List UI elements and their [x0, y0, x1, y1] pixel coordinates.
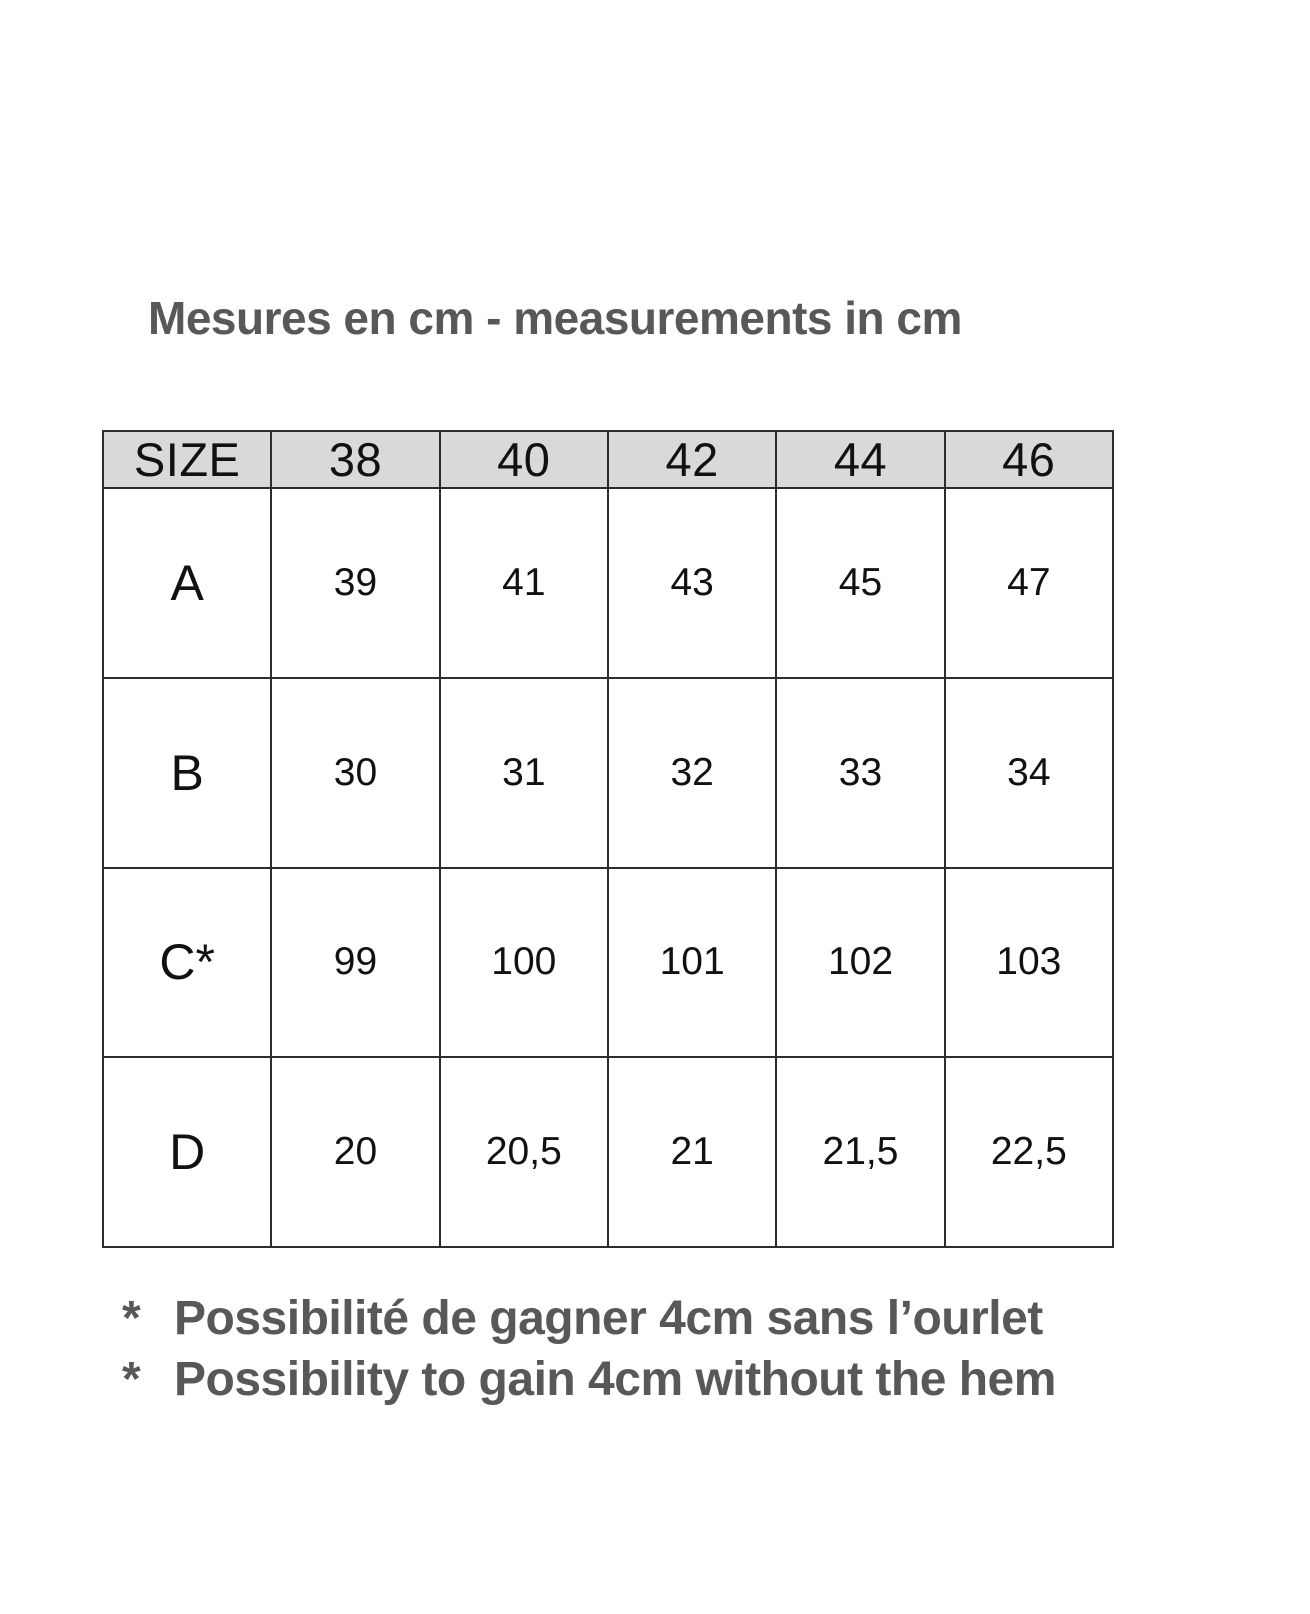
cell-a-40: 41: [440, 488, 608, 678]
size-table-header: [103, 431, 1113, 488]
asterisk-marker: *: [122, 1353, 141, 1406]
cell-d-42: 21: [608, 1057, 776, 1247]
table-row-d: [103, 1057, 1113, 1247]
cell-d-46: 22,5: [945, 1057, 1113, 1247]
cell-d-44: 21,5: [776, 1057, 944, 1247]
cell-a-46: 47: [945, 488, 1113, 678]
footnote-english: [122, 1349, 1056, 1410]
table-row-c: [103, 868, 1113, 1058]
row-label-d: D: [103, 1057, 271, 1247]
header-cell-42: 42: [608, 431, 776, 488]
asterisk-marker: *: [122, 1292, 141, 1345]
footnote-english-text: Possibility to gain 4cm without the hem: [174, 1353, 1056, 1406]
footnote-french: [122, 1288, 1056, 1349]
header-cell-38: 38: [271, 431, 439, 488]
footnotes: [122, 1288, 1056, 1410]
header-cell-44: 44: [776, 431, 944, 488]
cell-b-42: 32: [608, 678, 776, 868]
size-table: [102, 430, 1114, 1248]
cell-d-40: 20,5: [440, 1057, 608, 1247]
cell-b-40: 31: [440, 678, 608, 868]
cell-b-44: 33: [776, 678, 944, 868]
header-row: [103, 431, 1113, 488]
cell-a-42: 43: [608, 488, 776, 678]
header-cell-size: SIZE: [103, 431, 271, 488]
cell-d-38: 20: [271, 1057, 439, 1247]
cell-c-40: 100: [440, 868, 608, 1058]
footnote-french-text: Possibilité de gagner 4cm sans l’ourlet: [174, 1292, 1043, 1345]
row-label-a: A: [103, 488, 271, 678]
cell-c-46: 103: [945, 868, 1113, 1058]
table-row-b: [103, 678, 1113, 868]
cell-a-44: 45: [776, 488, 944, 678]
cell-c-38: 99: [271, 868, 439, 1058]
cell-b-46: 34: [945, 678, 1113, 868]
header-cell-46: 46: [945, 431, 1113, 488]
size-table-body: [103, 488, 1113, 1247]
table-row-a: [103, 488, 1113, 678]
header-cell-40: 40: [440, 431, 608, 488]
cell-b-38: 30: [271, 678, 439, 868]
cell-a-38: 39: [271, 488, 439, 678]
row-label-c: C*: [103, 868, 271, 1058]
cell-c-44: 102: [776, 868, 944, 1058]
cell-c-42: 101: [608, 868, 776, 1058]
row-label-b: B: [103, 678, 271, 868]
page-title: Mesures en cm - measurements in cm: [148, 292, 962, 344]
